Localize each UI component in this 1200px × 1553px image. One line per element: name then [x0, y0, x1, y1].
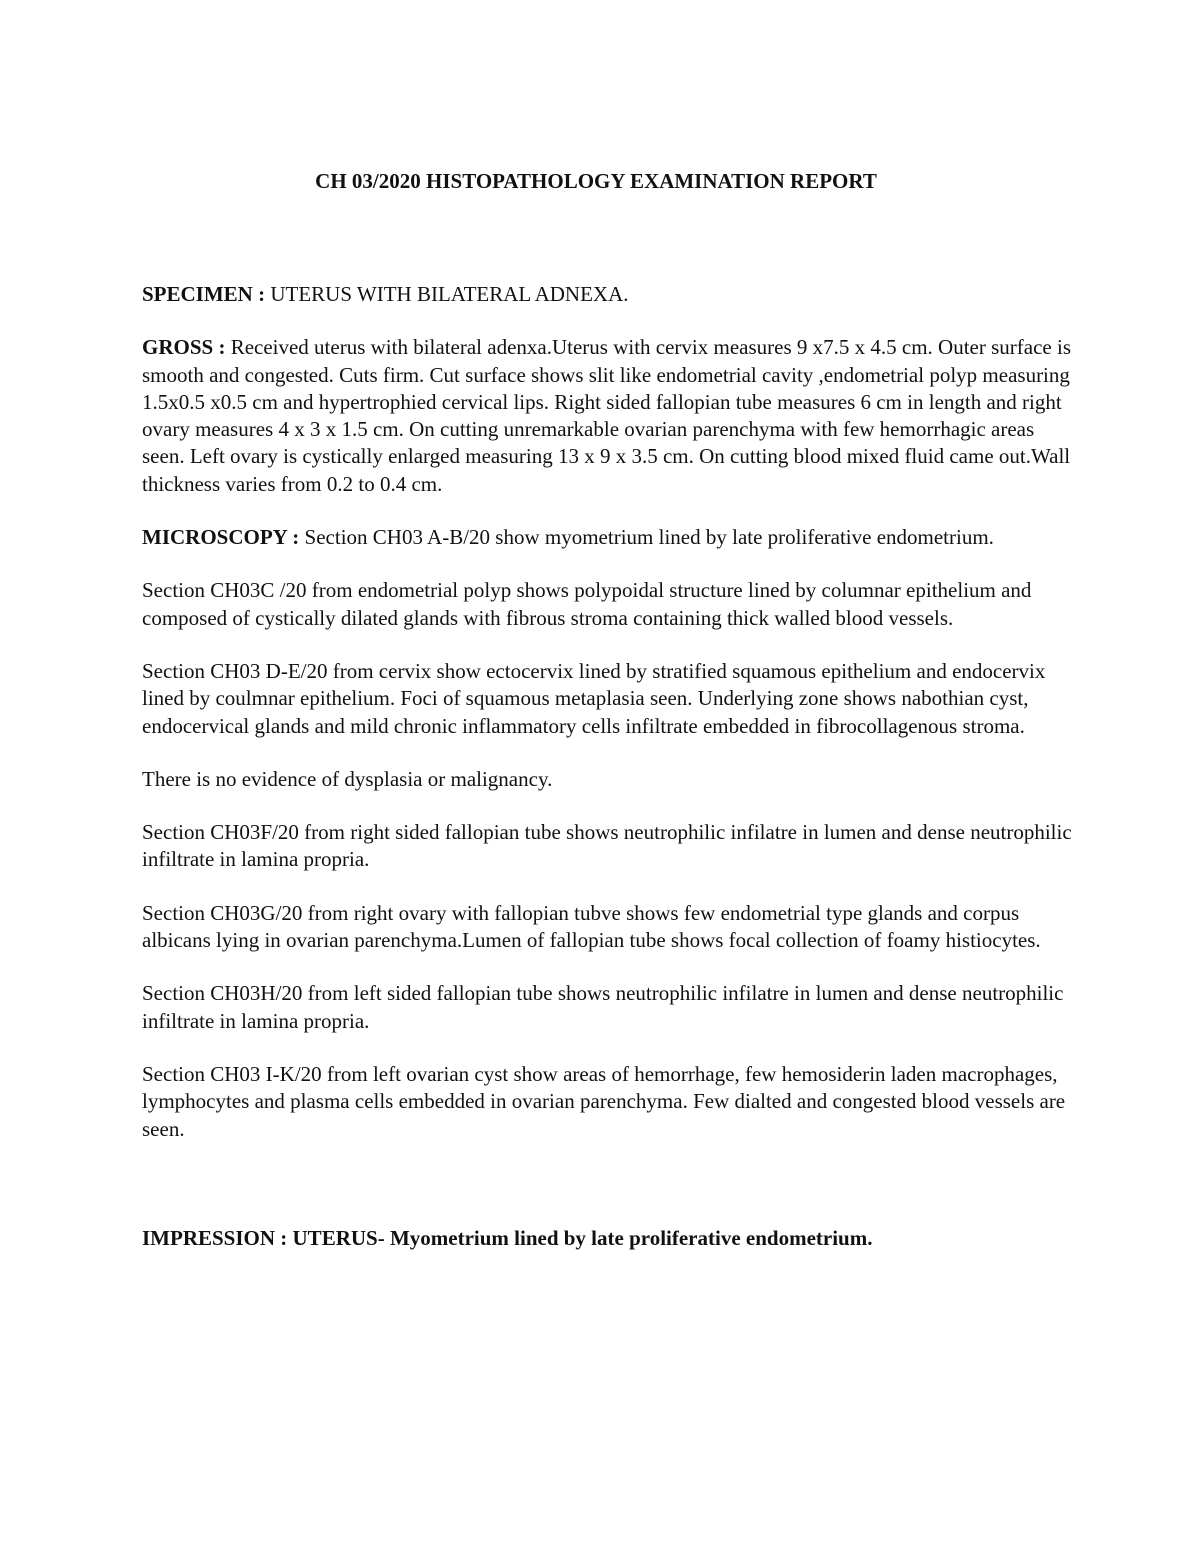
- gross-text: Received uterus with bilateral adenxa.Uterus with cervix measures 9 x7.5 x 4.5 cm. Outer surface is smooth and congested. Cuts firm. Cut surface shows slit like endometrial cavity ,endometrial polyp measuring 1.5x0.5 x0.5 cm and hypertrophied cervical lips. Right sided fallopian tube measures 6 cm in length and right ovary measures 4 x 3 x 1.5 cm. On cutting unremarkable ovarian parenchyma with few hemorrhagic areas seen. Left ovary is cystically enlarged measuring 13 x 9 x 3.5 cm. On cutting blood mixed fluid came out.Wall thickness varies from 0.2 to 0.4 cm.: [142, 335, 1071, 496]
- microscopy-paragraph: [142, 524, 1072, 551]
- section-paragraph-i-k: Section CH03 I-K/20 from left ovarian cyst show areas of hemorrhage, few hemosiderin laden macrophages, lymphocytes and plasma cells embedded in ovarian parenchyma. Few dialted and congested blood vessels are seen.: [142, 1061, 1066, 1141]
- specimen-label: SPECIMEN :: [142, 282, 271, 306]
- microscopy-label: MICROSCOPY :: [142, 525, 305, 550]
- report-title: CH 03/2020 HISTOPATHOLOGY EXAMINATION REPORT: [315, 169, 877, 193]
- section-paragraph-d-e: Section CH03 D-E/20 from cervix show ectocervix lined by stratified squamous epithelium and endocervix lined by coulmnar epithelium. Foci of squamous metaplasia seen. Underlying zone shows nabothian cyst, endocervical glands and mild chronic inflammatory cells infiltrate embedded in fibrocollagenous stroma.: [142, 658, 1046, 738]
- specimen-text: UTERUS WITH BILATERAL ADNEXA.: [270, 282, 629, 306]
- report-page: [142, 168, 1072, 1252]
- dysplasia-statement: There is no evidence of dysplasia or malignancy.: [142, 766, 553, 791]
- gross-label: GROSS :: [142, 335, 231, 360]
- microscopy-text: Section CH03 A-B/20 show myometrium lined by late proliferative endometrium.: [304, 525, 994, 550]
- section-paragraph-f: Section CH03F/20 from right sided fallopian tube shows neutrophilic infilatre in lumen and dense neutrophilic infiltrate in lamina propria.: [142, 820, 1072, 872]
- specimen-paragraph: [142, 281, 1072, 308]
- section-paragraph-g: Section CH03G/20 from right ovary with fallopian tubve shows few endometrial type glands and corpus albicans lying in ovarian parenchyma.Lumen of fallopian tube shows focal collection of foamy histiocytes.: [142, 900, 1041, 953]
- gross-paragraph: [142, 334, 1072, 498]
- section-paragraph-h: Section CH03H/20 from left sided fallopian tube shows neutrophilic infilatre in lumen and dense neutrophilic infiltrate in lamina propria.: [142, 981, 1064, 1033]
- impression-paragraph: IMPRESSION : UTERUS- Myometrium lined by late proliferative endometrium.: [142, 1225, 873, 1250]
- section-paragraph-c: Section CH03C /20 from endometrial polyp shows polypoidal structure lined by columnar epithelium and composed of cystically dilated glands with fibrous stroma containing thick walled blood vessels.: [142, 578, 1032, 630]
